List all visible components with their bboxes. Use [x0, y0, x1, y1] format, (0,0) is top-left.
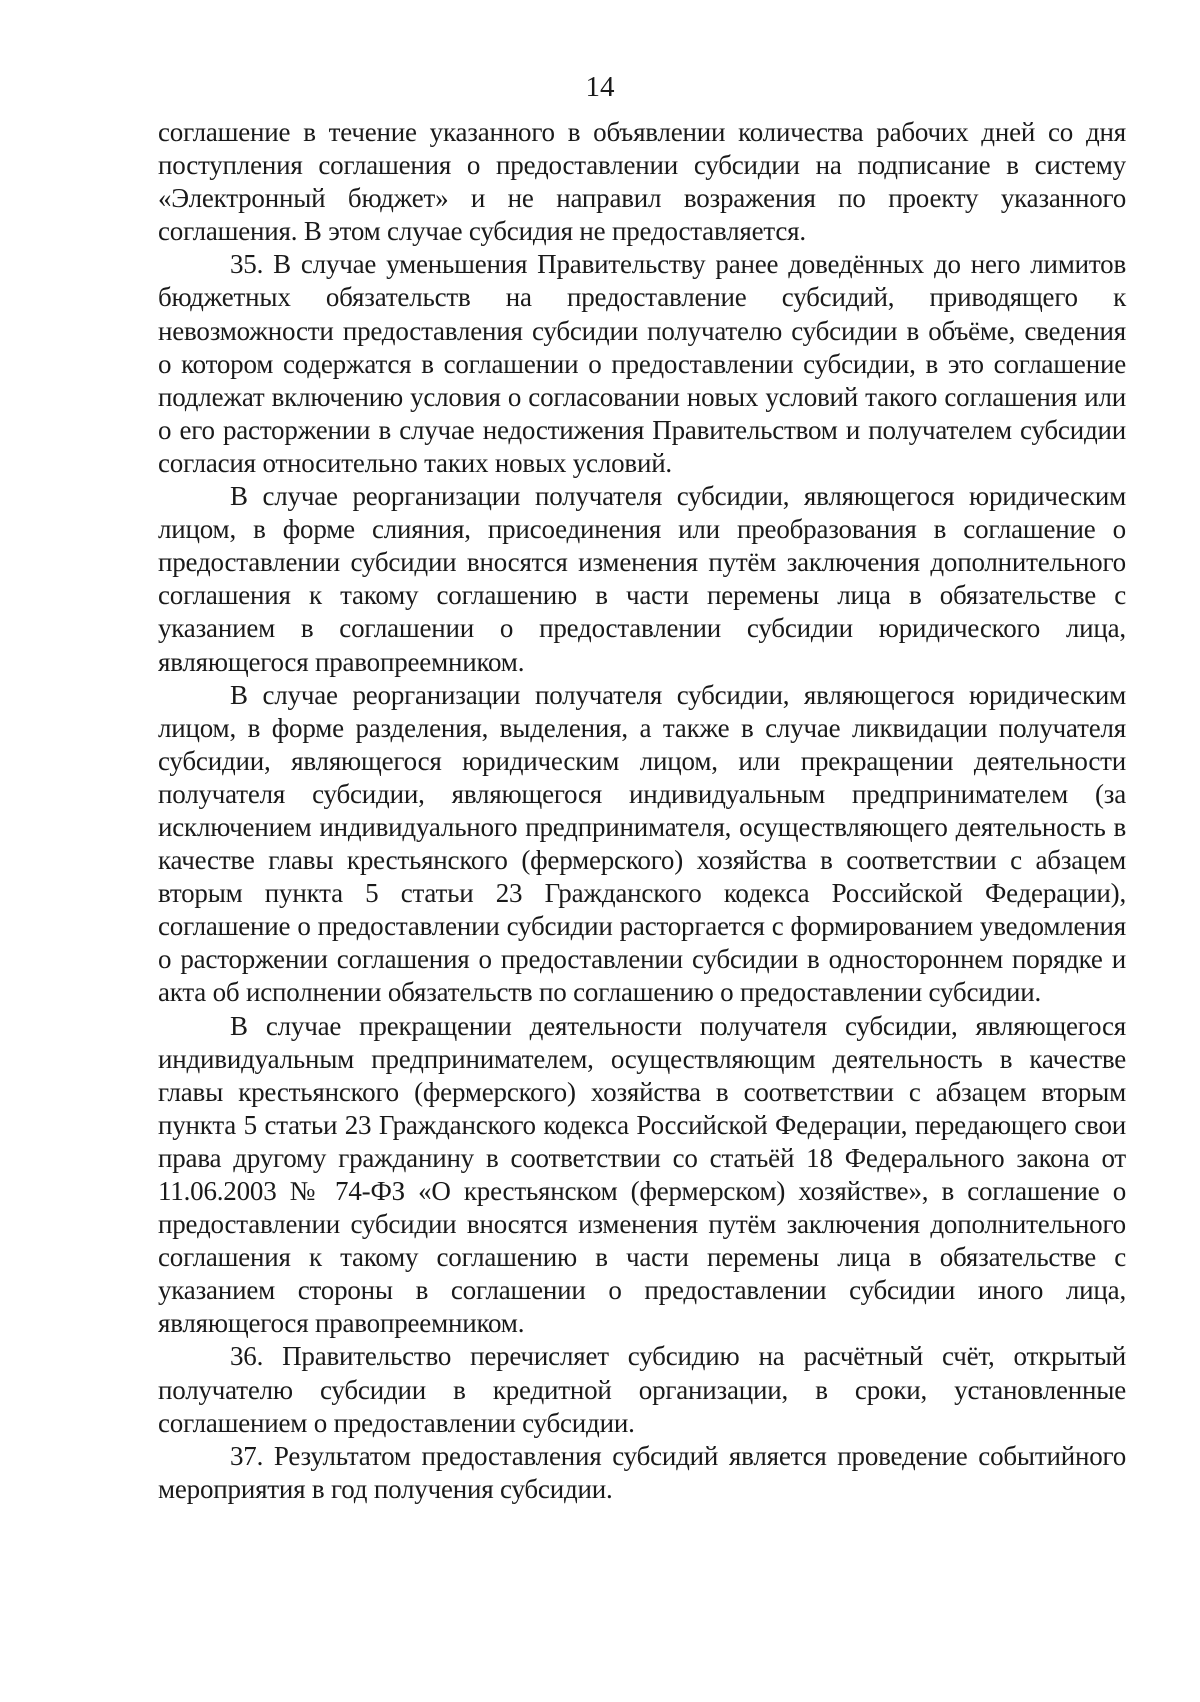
- page-number: 14: [585, 71, 615, 103]
- paragraph-continuation: соглашение в течение указанного в объявлении количества рабочих дней со дня поступления соглашения о предоставлении субсидии на подписание в систему «Электронный бюджет» и не направил возражения по проекту указанного соглашения. В этом случае субсидия не предоставляется.: [158, 117, 1126, 247]
- paragraph-reorganization-division: В случае реорганизации получателя субсидии, являющегося юридическим лицом, в форме разделения, выделения, а также в случае ликвидации получателя субсидии, являющегося юридическим лицом, или прекращении деятельности получателя субсидии, являющегося индивидуальным предпринимателем (за исключением индивидуального предпринимателя, осуществляющего деятельность в качестве главы крестьянского (фермерского) хозяйства в соответствии с абзацем вторым пункта 5 статьи 23 Гражданского кодекса Российской Федерации), соглашение о предоставлении субсидии расторгается с формированием уведомления о расторжении соглашения о предоставлении субсидии в одностороннем порядке и акта об исполнении обязательств по соглашению о предоставлении субсидии.: [158, 679, 1126, 1008]
- paragraph-reorganization-merger: В случае реорганизации получателя субсидии, являющегося юридическим лицом, в форме слияния, присоединения или преобразования в соглашение о предоставлении субсидии вносятся изменения путём заключения дополнительного соглашения к такому соглашению в части перемены лица в обязательстве с указанием в соглашении о предоставлении субсидии юридического лица, являющегося правопреемником.: [158, 481, 1126, 677]
- paragraph-item-35: 35. В случае уменьшения Правительству ранее доведённых до него лимитов бюджетных обязательств на предоставление субсидий, приводящего к невозможности предоставления субсидии получателю субсидии в объёме, сведения о котором содержатся в соглашении о предоставлении субсидии, в это соглашение подлежат включению условия о согласовании новых условий такого соглашения или о его расторжении в случае недостижения Правительством и получателем субсидии согласия относительно таких новых условий.: [158, 249, 1126, 478]
- document-body: [158, 116, 1126, 1506]
- paragraph-farm-transfer: В случае прекращении деятельности получателя субсидии, являющегося индивидуальным предпринимателем, осуществляющим деятельность в качестве главы крестьянского (фермерского) хозяйства в соответствии с абзацем вторым пункта 5 статьи 23 Гражданского кодекса Российской Федерации, передающего свои права другому гражданину в соответствии со статьёй 18 Федерального закона от 11.06.2003 № 74-ФЗ «О крестьянском (фермерском) хозяйстве», в соглашение о предоставлении субсидии вносятся изменения путём заключения дополнительного соглашения к такому соглашению в части перемены лица в обязательстве с указанием стороны в соглашении о предоставлении субсидии иного лица, являющегося правопреемником.: [158, 1010, 1126, 1339]
- paragraph-item-37: 37. Результатом предоставления субсидий является проведение событийного мероприятия в год получения субсидии.: [158, 1440, 1126, 1504]
- paragraph-item-36: 36. Правительство перечисляет субсидию на расчётный счёт, открытый получателю субсидии в кредитной организации, в сроки, установленные соглашением о предоставлении субсидии.: [158, 1341, 1126, 1438]
